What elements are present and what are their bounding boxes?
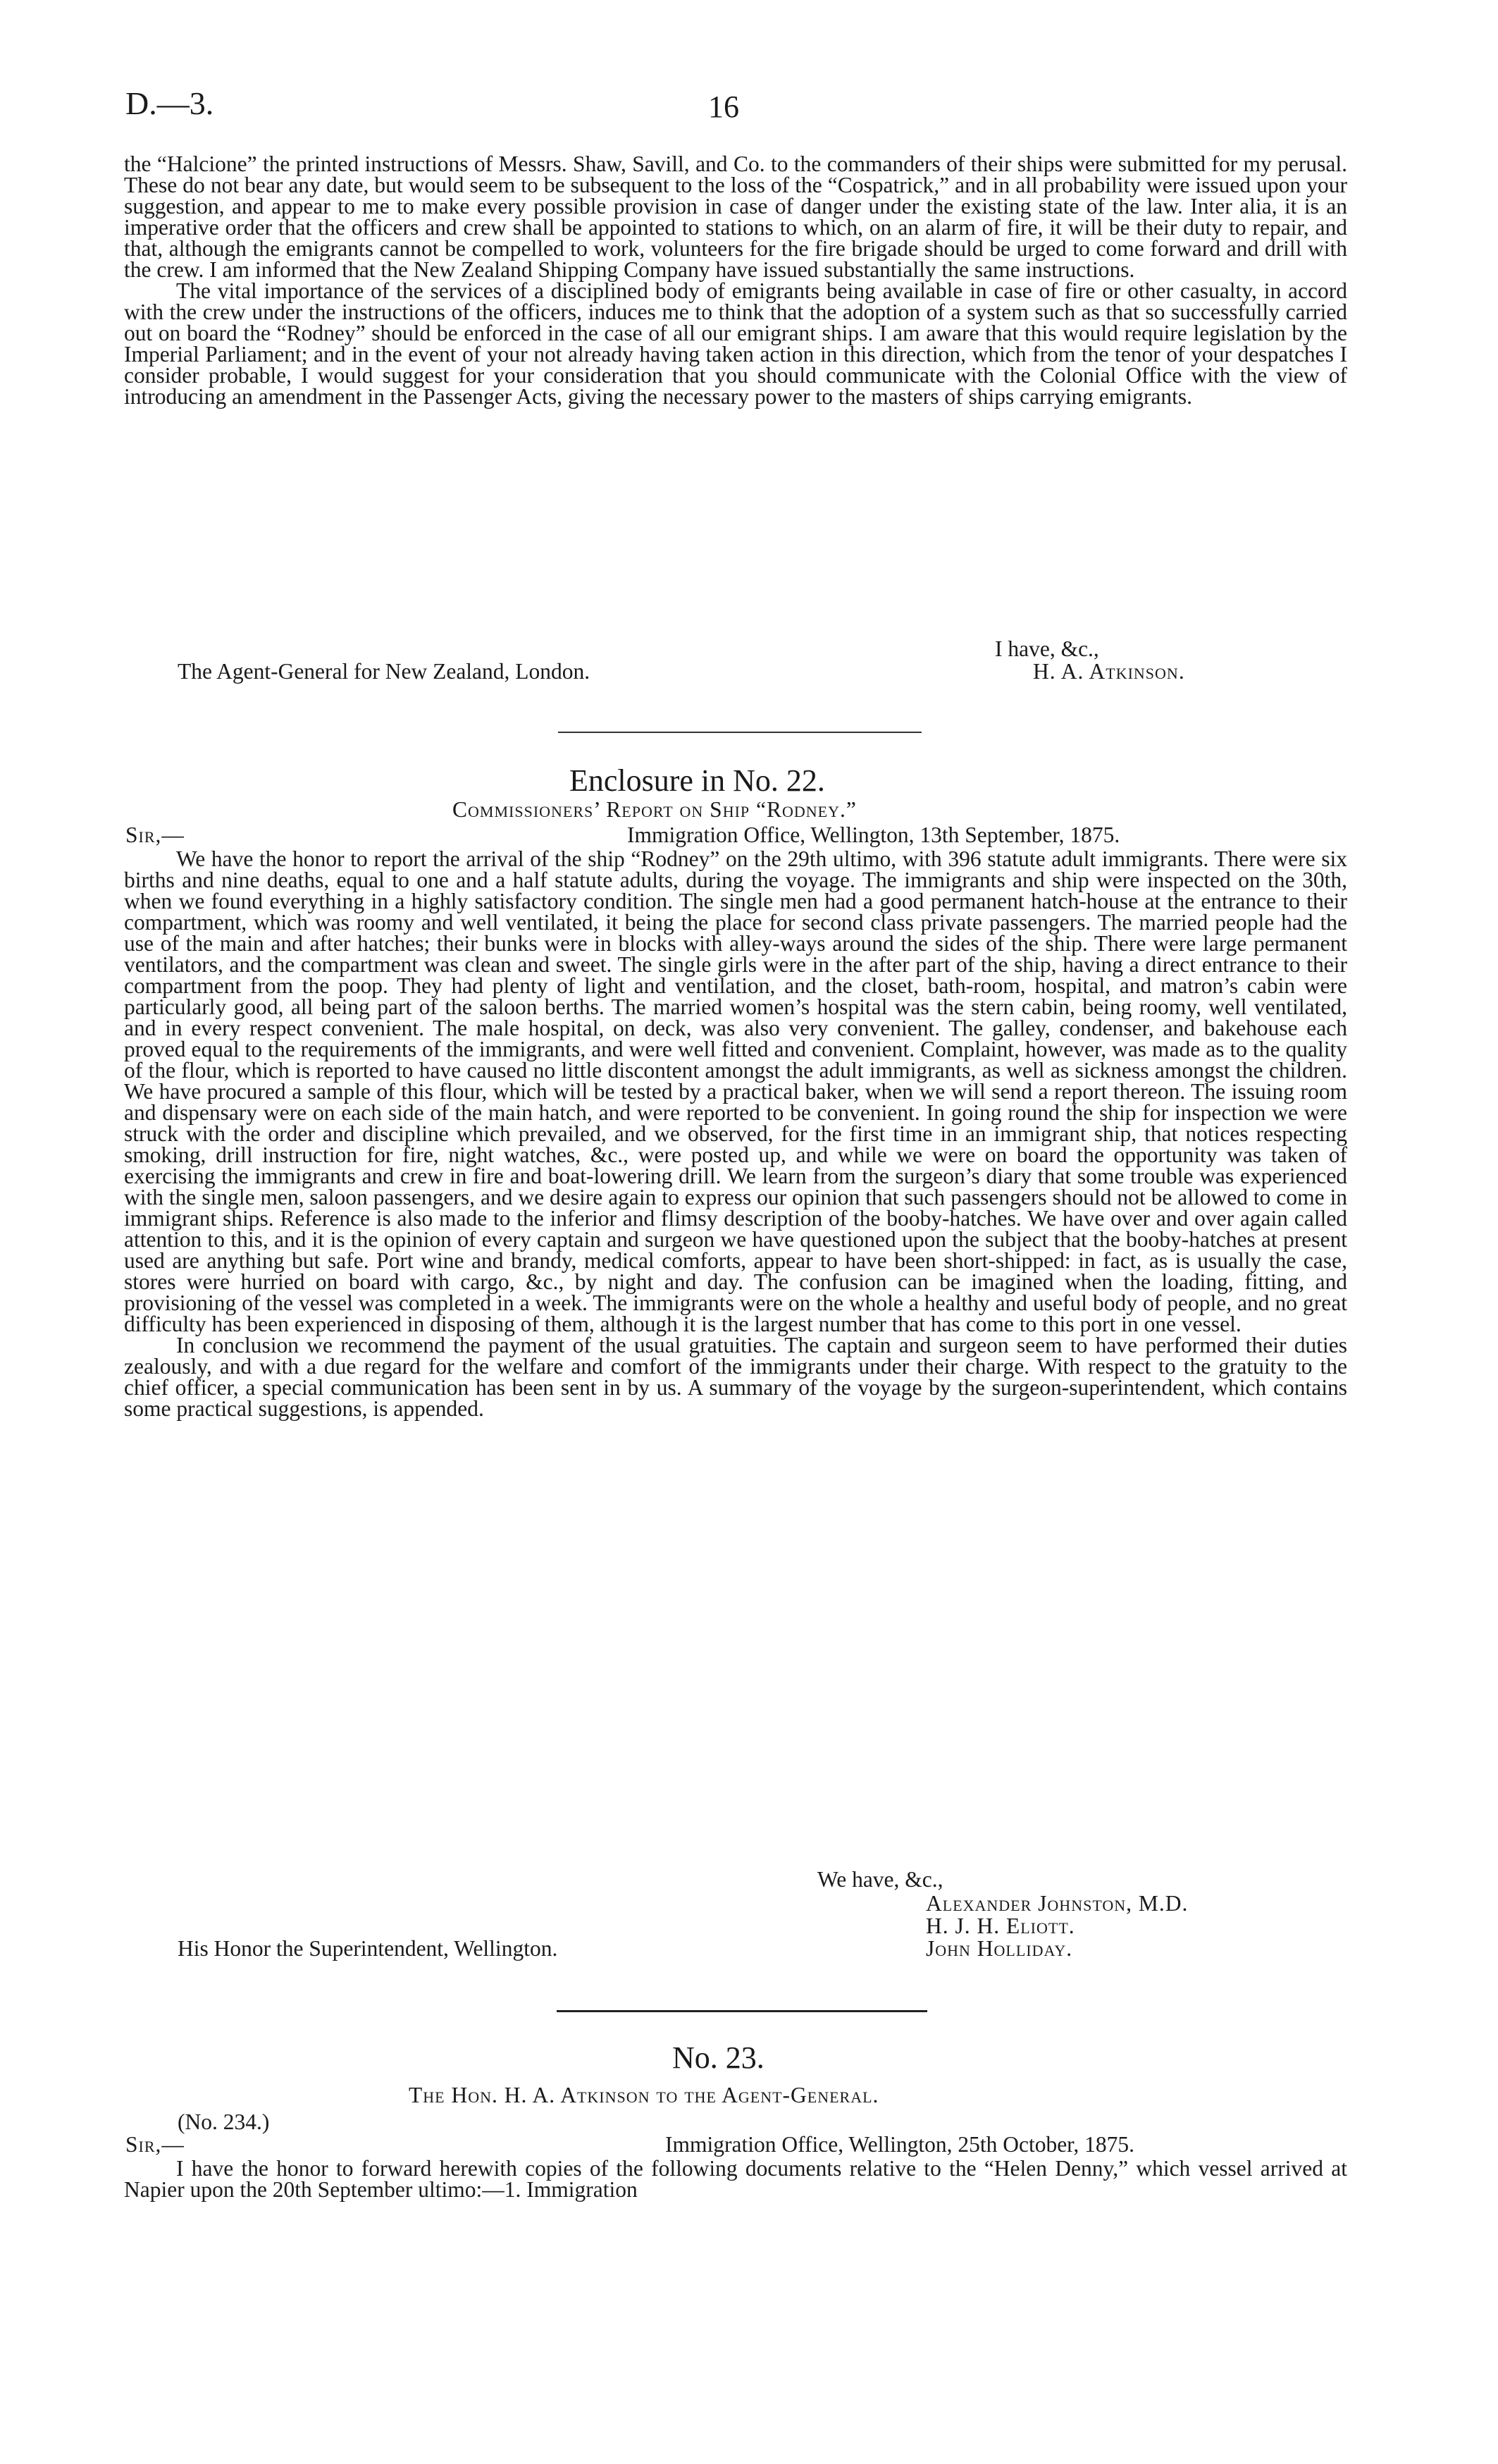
enclosure-title: Enclosure in No. 22.: [569, 763, 825, 798]
enclosure-closing: We have, &c.,: [817, 1867, 943, 1892]
enclosure-body: [124, 846, 1347, 1421]
no23-dateline: Immigration Office, Wellington, 25th October, 1875.: [665, 2132, 1135, 2157]
document-reference: D.—3.: [125, 85, 214, 121]
page-number: 16: [708, 90, 739, 124]
intro-closing: I have, &c.,: [995, 636, 1099, 661]
enclosure-dateline: Immigration Office, Wellington, 13th September, 1875.: [627, 823, 1120, 847]
signer-1: Alexander Johnston, M.D.: [926, 1891, 1189, 1916]
enclosure-salutation: Sir,—: [125, 823, 185, 847]
enclosure-recipient: His Honor the Superintendent, Wellington.: [178, 1936, 558, 1961]
section-divider: [558, 732, 922, 733]
intro-recipient: The Agent-General for New Zealand, London.: [178, 659, 590, 684]
no23-subtitle: The Hon. H. A. Atkinson to the Agent-General.: [409, 2083, 879, 2107]
intro-signature: H. A. Atkinson.: [1033, 659, 1185, 684]
intro-paragraph-2: The vital importance of the services of a disciplined body of emigrants being available in case of fire or other casualty, in accord with the crew under the instructions of the officers, induces me to think that the adoption of a system such as that so successfully carried out on board the “Rodney” should be enforced in the case of all our emigrant ships. I am aware that this would require legislation by the Imperial Parliament; and in the event of your not already having taken action in this direction, which from the tenor of your despatches I consider probable, I would suggest for your consideration that you should communicate with the Colonial Office with the view of introducing an amendment in the Passenger Acts, giving the necessary power to the masters of ships carrying emigrants.: [124, 278, 1347, 409]
intro-paragraph-1: the “Halcione” the printed instructions of Messrs. Shaw, Savill, and Co. to the commanders of their ships were submitted for my perusal. These do not bear any date, but would seem to be subsequent to the loss of the “Cospatrick,” and in all probability were issued upon your suggestion, and appear to me to make every possible provision in case of danger under the existing state of the law. Inter alia, it is an imperative order that the officers and crew shall be appointed to stations to which, on an alarm of fire, it will be their duty to repair, and that, although the emigrants cannot be compelled to work, volunteers for the fire brigade should be urged to come forward and drill with the crew. I am informed that the New Zealand Shipping Company have issued substantially the same instructions.: [124, 152, 1347, 282]
no23-body: [124, 2158, 1347, 2200]
no23-title: No. 23.: [672, 2040, 765, 2075]
signer-2: H. J. H. Eliott.: [926, 1914, 1075, 1938]
no23-reference: (No. 234.): [178, 2109, 270, 2134]
section-divider-thick: [557, 2010, 927, 2012]
intro-body: [124, 154, 1347, 407]
enclosure-subtitle: Commissioners’ Report on Ship “Rodney.”: [452, 797, 857, 822]
signer-3: John Holliday.: [926, 1936, 1073, 1961]
no23-salutation: Sir,—: [125, 2132, 185, 2157]
enclosure-paragraph-1: We have the honor to report the arrival of the ship “Rodney” on the 29th ultimo, with 396 statute adult immigrants. There were six births and nine deaths, equal to one and a half statute adults, during the voyage. The immigrants and ship were inspected on the 30th, when we found everything in a highly satisfactory condition. The single men had a good permanent hatch-house at the entrance to their compartment, which was roomy and well ventilated, it being the place for second class private passengers. The married people had the use of the main and after hatches; their bunks were in blocks with alley-ways around the sides of the ship. There were large permanent ventilators, and the compartment was clean and sweet. The single girls were in the after part of the ship, having a direct entrance to their compartment from the poop. They had plenty of light and ventilation, and the closet, bath-room, hospital, and matron’s cabin were particularly good, all being part of the saloon berths. The married women’s hospital was the stern cabin, being roomy, well ventilated, and in every respect convenient. The male hospital, on deck, was also very convenient. The galley, condenser, and bakehouse each proved equal to the requirements of the immigrants, and were well fitted and convenient. Complaint, however, was made as to the quality of the flour, which is reported to have caused no little discontent amongst the adult immigrants, as well as sickness amongst the children. We have procured a sample of this flour, which will be tested by a practical baker, when we will send a report thereon. The issuing room and dispensary were on each side of the main hatch, and were reported to be convenient. In going round the ship for inspection we were struck with the order and discipline which prevailed, and we observed, for the first time in an immigrant ship, that notices respecting smoking, drill instruction for fire, night watches, &c., were posted up, and while we were on board the opportunity was taken of exercising the immigrants and crew in fire and boat-lowering drill. We learn from the surgeon’s diary that some trouble was experienced with the single men, saloon passengers, and we desire again to express our opinion that such passengers should not be allowed to come in immigrant ships. Reference is also made to the inferior and flimsy description of the booby-hatches. We have over and over again called attention to this, and it is the opinion of every captain and surgeon we have questioned upon the subject that the booby-hatches at present used are anything but safe. Port wine and brandy, medical comforts, appear to have been short-shipped: in fact, as is usually the case, stores were hurried on board with cargo, &c., by night and day. The confusion can be imagined when the loading, fitting, and provisioning of the vessel was completed in a week. The immigrants were on the whole a healthy and useful body of people, and no great difficulty has been experienced in disposing of them, although it is the largest number that has come to this port in one vessel.: [124, 846, 1347, 1336]
enclosure-paragraph-2: In conclusion we recommend the payment of the usual gratuities. The captain and surgeon seem to have performed their duties zealously, and with a due regard for the welfare and comfort of the immigrants under their charge. With respect to the gratuity to the chief officer, a special communication has been sent in by us. A summary of the voyage by the surgeon-superintendent, which contains some practical suggestions, is appended.: [124, 1333, 1347, 1421]
no23-paragraph-1: I have the honor to forward herewith copies of the following documents relative to the “Helen Denny,” which vessel arrived at Napier upon the 20th September ultimo:—1. Immigration: [124, 2156, 1347, 2202]
